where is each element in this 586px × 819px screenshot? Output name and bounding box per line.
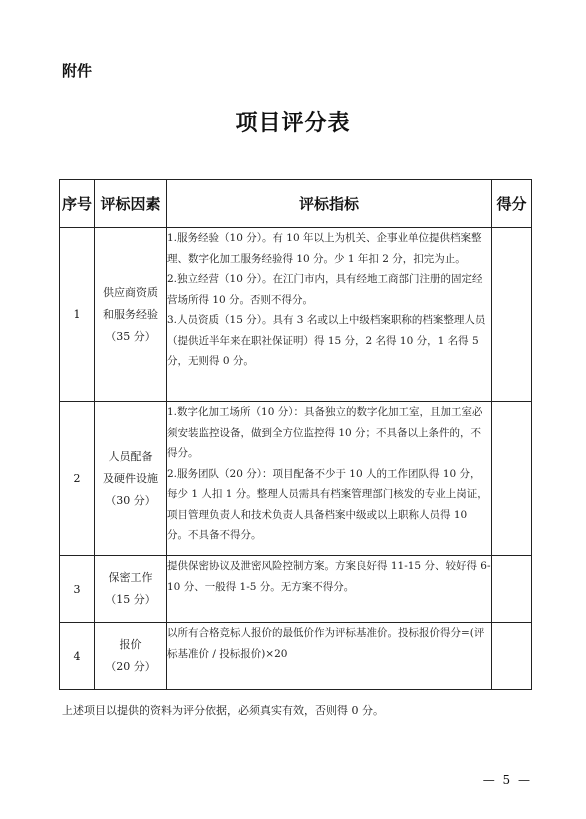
factor-line: 和服务经验 [103,307,158,321]
factor-line: （30 分） [105,493,156,507]
table-row [60,556,532,623]
factor-line: （20 分） [105,660,156,673]
table-row [60,228,532,402]
factor-line: 报价 [119,638,142,651]
row-factor [95,228,167,402]
row-score[interactable] [492,228,532,402]
criteria-item: 2.独立经营（10 分）。在江门市内，具有经地工商部门注册的固定经营场所得 10 分。否则不得分。 [167,273,483,306]
header-score: 得分 [492,180,532,228]
table-row [60,623,532,690]
factor-line: 及硬件设施 [103,471,158,485]
row-criteria [167,623,492,690]
criteria-item: 1.服务经验（10 分）。有 10 年以上为机关、企事业单位提供档案整理、数字化加工服务经验得 10 分。少 1 年扣 2 分，扣完为止。 [167,232,482,265]
row-number: 2 [60,402,95,556]
table-row [60,402,532,556]
scoring-table [59,179,532,690]
row-factor [95,623,167,690]
factor-line: 人员配备 [108,449,153,463]
factor-line: 保密工作 [108,571,153,584]
header-criteria: 评标指标 [167,180,492,228]
factor-line: （35 分） [105,329,156,343]
row-number: 3 [60,556,95,623]
criteria-item: 以所有合格竞标人报价的最低价作为评标基准价。投标报价得分=(评标基准价 / 投标报价)×20 [167,627,485,660]
factor-line: 供应商资质 [103,285,158,299]
row-number: 4 [60,623,95,690]
row-factor [95,556,167,623]
row-criteria [167,228,492,402]
row-number: 1 [60,228,95,402]
row-score[interactable] [492,402,532,556]
row-criteria [167,556,492,623]
page-number: — 5 — [482,773,532,787]
page-title: 项目评分表 [235,110,351,136]
criteria-item: 1.数字化加工场所（10 分）：具备独立的数字化加工室，且加工室必须安装监控设备，做到全方位监控得 10 分；不具备以上条件的，不得分。 [167,406,483,459]
table-header-row [60,180,532,228]
header-factor: 评标因素 [95,180,167,228]
footnote: 上述项目以提供的资料为评分依据，必须真实有效，否则得 0 分。 [62,704,384,717]
row-criteria [167,402,492,556]
criteria-item: 3.人员资质（15 分）。具有 3 名或以上中级档案职称的档案整理人员（提供近半年来在职社保证明）得 15 分，2 名得 10 分，1 名得 5 分，无则得 0 分。 [167,314,486,367]
header-index: 序号 [60,180,95,228]
row-score[interactable] [492,556,532,623]
row-factor [95,402,167,556]
factor-line: （15 分） [105,593,156,606]
criteria-item: 提供保密协议及泄密风险控制方案。方案良好得 11-15 分、较好得 6-10 分、一般得 1-5 分。无方案不得分。 [167,560,491,593]
attachment-label: 附件 [62,62,93,80]
row-score[interactable] [492,623,532,690]
criteria-item: 2.服务团队（20 分）：项目配备不少于 10 人的工作团队得 10 分，每少 1 人扣 1 分。整理人员需具有档案管理部门核发的专业上岗证，项目管理负责人和技术负责人具备档案中级或以上职称人员得 10 分。不具备不得分。 [167,467,488,541]
